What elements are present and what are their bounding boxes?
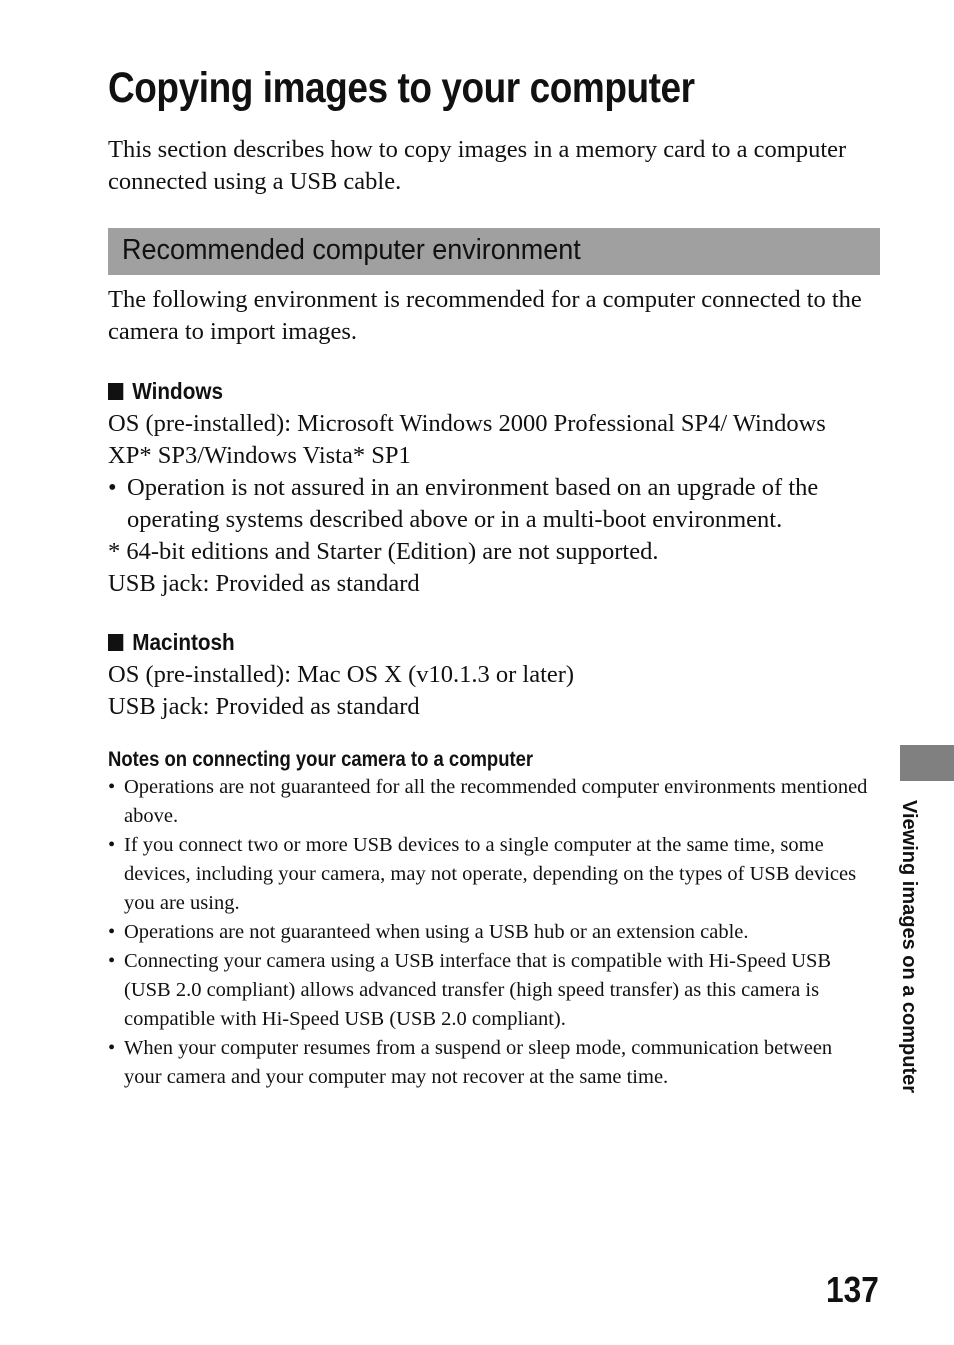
windows-note-line-2: operating systems described above or in a multi-boot environment. xyxy=(127,506,783,533)
macintosh-os: OS (pre-installed): Mac OS X (v10.1.3 or later) xyxy=(108,661,575,688)
note-text: If you connect two or more USB devices to a single computer at the same time, some devices, including your camera, may not operate, depending on the types of USB devices you are using. xyxy=(124,834,857,914)
windows-os-line-2: XP* SP3/Windows Vista* SP1 xyxy=(108,442,411,469)
list-item xyxy=(108,1034,868,1092)
section-heading: Recommended computer environment xyxy=(122,234,581,266)
bullet-icon: • xyxy=(108,474,117,501)
bullet-icon: • xyxy=(108,834,116,856)
windows-note-line-1: Operation is not assured in an environment based on an upgrade of the xyxy=(127,474,819,501)
list-item xyxy=(108,831,868,918)
bullet-icon: • xyxy=(108,1037,116,1059)
list-item xyxy=(108,918,868,947)
section-heading-band xyxy=(108,228,880,275)
note-text: Operations are not guaranteed for all the recommended computer environments mentioned above. xyxy=(124,776,868,827)
square-bullet-icon xyxy=(108,383,123,400)
note-text: When your computer resumes from a suspend or sleep mode, communication between your camera and your computer may not recover at the same time. xyxy=(124,1037,833,1088)
windows-usb-jack: USB jack: Provided as standard xyxy=(108,570,420,597)
macintosh-heading xyxy=(108,628,235,656)
windows-heading xyxy=(108,377,223,405)
macintosh-requirements xyxy=(108,659,888,723)
chapter-tab xyxy=(900,745,954,781)
macintosh-heading-label: Macintosh xyxy=(132,629,235,655)
note-text: Operations are not guaranteed when using a USB hub or an extension cable. xyxy=(124,921,749,943)
list-item xyxy=(108,947,868,1034)
page-number: 137 xyxy=(826,1269,879,1310)
bullet-icon: • xyxy=(108,776,116,798)
bullet-icon: • xyxy=(108,950,116,972)
windows-requirements xyxy=(108,408,888,600)
windows-note xyxy=(108,472,888,536)
chapter-side-label: Viewing images on a computer xyxy=(898,800,920,1094)
windows-heading-label: Windows xyxy=(132,378,223,404)
list-item xyxy=(108,773,868,831)
notes-list xyxy=(108,773,868,1092)
square-bullet-icon xyxy=(108,634,123,651)
note-text: Connecting your camera using a USB interface that is compatible with Hi-Speed USB (USB 2.0 compliant) allows advanced transfer (high speed transfer) as this camera is compatible with Hi-Speed USB (USB 2.0 compliant). xyxy=(124,950,832,1030)
page-title: Copying images to your computer xyxy=(108,64,695,112)
intro-paragraph: This section describes how to copy images in a memory card to a computer connected using a USB cable. xyxy=(108,136,847,195)
environment-intro: The following environment is recommended for a computer connected to the camera to import images. xyxy=(108,286,862,345)
macintosh-usb-jack: USB jack: Provided as standard xyxy=(108,693,420,720)
windows-os-line-1: OS (pre-installed): Microsoft Windows 2000 Professional SP4/ Windows xyxy=(108,410,826,437)
notes-heading: Notes on connecting your camera to a computer xyxy=(108,748,534,771)
windows-footnote: * 64-bit editions and Starter (Edition) are not supported. xyxy=(108,538,659,565)
bullet-icon: • xyxy=(108,921,116,943)
